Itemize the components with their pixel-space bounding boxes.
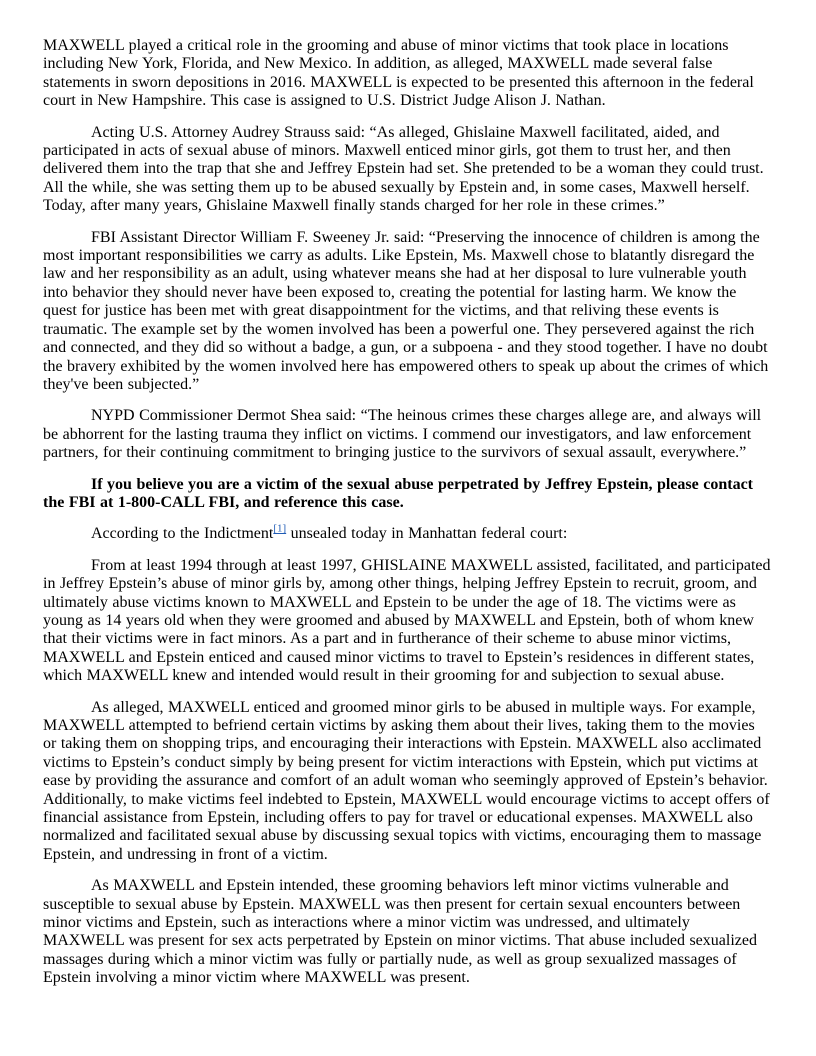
paragraph-victim-contact-notice: If you believe you are a victim of the sexual abuse perpetrated by Jeffrey Epstein, please contact the FBI at 1-800-CALL FBI, and reference this case. — [43, 475, 753, 511]
footnote-ref-link[interactable]: [1] — [273, 523, 287, 536]
paragraph-sweeney-statement: FBI Assistant Director William F. Sweeney Jr. said: “Preserving the innocence of children is among the most important responsibilities we carry as adults. Like Epstein, Ms. Maxwell chose to blatantly disregard the law and her responsibility as an adult, using whatever means she had at her disposal to lure vulnerable youth into behavior they should never have been exposed to, creating the potential for lasting harm. We know the quest for justice has been met with great disappointment for the victims, and that reliving these events is traumatic. The example set by the women involved has been a powerful one. They persevered against the rich and connected, and they did so without a badge, a gun, or a subpoena - and they stood together. I have no doubt the bravery exhibited by the women involved here has empowered others to speak up about the crimes of which they've been subjected.” — [43, 228, 769, 393]
paragraph-indictment-summary-3: As MAXWELL and Epstein intended, these grooming behaviors left minor victims vulnerable and susceptible to sexual abuse by Epstein. MAXWELL was then present for certain sexual encounters between minor victims and Epstein, such as interactions where a minor victim was undressed, and ultimately MAXWELL was present for sex acts perpetrated by Epstein on minor victims. That abuse included sexualized massages during which a minor victim was fully or partially nude, as well as group sexualized massages of Epstein involving a minor victim where MAXWELL was present. — [43, 877, 757, 987]
paragraph-indictment-lead — [43, 525, 772, 543]
paragraph-indictment-summary-1: From at least 1994 through at least 1997, GHISLAINE MAXWELL assisted, facilitated, and participated in Jeffrey Epstein’s abuse of minor girls by, among other things, helping Jeffrey Epstein to recruit, groom, and ultimately abuse victims known to MAXWELL and Epstein to be under the age of 18. The victims were as young as 14 years old when they were groomed and abused by MAXWELL and Epstein, both of whom knew that their victims were in fact minors. As a part and in furtherance of their scheme to abuse minor victims, MAXWELL and Epstein enticed and caused minor victims to travel to Epstein’s residences in different states, which MAXWELL knew and intended would result in their grooming for and subjection to sexual abuse. — [43, 556, 771, 685]
indictment-lead-text-before: According to the Indictment — [91, 525, 274, 543]
paragraph-strauss-statement: Acting U.S. Attorney Audrey Strauss said: “As alleged, Ghislaine Maxwell facilitated, aided, and participated in acts of sexual abuse of minors. Maxwell enticed minor girls, got them to trust her, and then delivered them into the trap that she and Jeffrey Epstein had set. She pretended to be a woman they could trust. All the while, she was setting them up to be abused sexually by Epstein and, in some cases, Maxwell herself. Today, after many years, Ghislaine Maxwell finally stands charged for her role in these crimes.” — [43, 123, 764, 215]
paragraph-indictment-summary-2: As alleged, MAXWELL enticed and groomed minor girls to be abused in multiple ways. For example, MAXWELL attempted to befriend certain victims by asking them about their lives, taking them to the movies or taking them on shopping trips, and encouraging their interactions with Epstein. MAXWELL also acclimated victims to Epstein’s conduct simply by being present for victim interactions with Epstein, which put victims at ease by providing the assurance and comfort of an adult woman who seemingly approved of Epstein’s behavior. Additionally, to make victims feel indebted to Epstein, MAXWELL would encourage victims to accept offers of financial assistance from Epstein, including offers to pay for travel or educational expenses. MAXWELL also normalized and facilitated sexual abuse by discussing sexual topics with victims, encouraging them to massage Epstein, and undressing in front of a victim. — [43, 698, 770, 863]
indictment-lead-text-after: unsealed today in Manhattan federal court: — [286, 525, 568, 543]
paragraph-shea-statement: NYPD Commissioner Dermot Shea said: “The heinous crimes these charges allege are, and always will be abhorrent for the lasting trauma they inflict on victims. I commend our investigators, and law enforcement partners, for their continuing commitment to bringing justice to the survivors of sexual assault, everywhere.” — [43, 407, 762, 462]
paragraph-intro: MAXWELL played a critical role in the grooming and abuse of minor victims that took place in locations including New York, Florida, and New Mexico. In addition, as alleged, MAXWELL made several false statements in sworn depositions in 2016. MAXWELL is expected to be presented this afternoon in the federal court in New Hampshire. This case is assigned to U.S. District Judge Alison J. Nathan. — [43, 37, 754, 110]
